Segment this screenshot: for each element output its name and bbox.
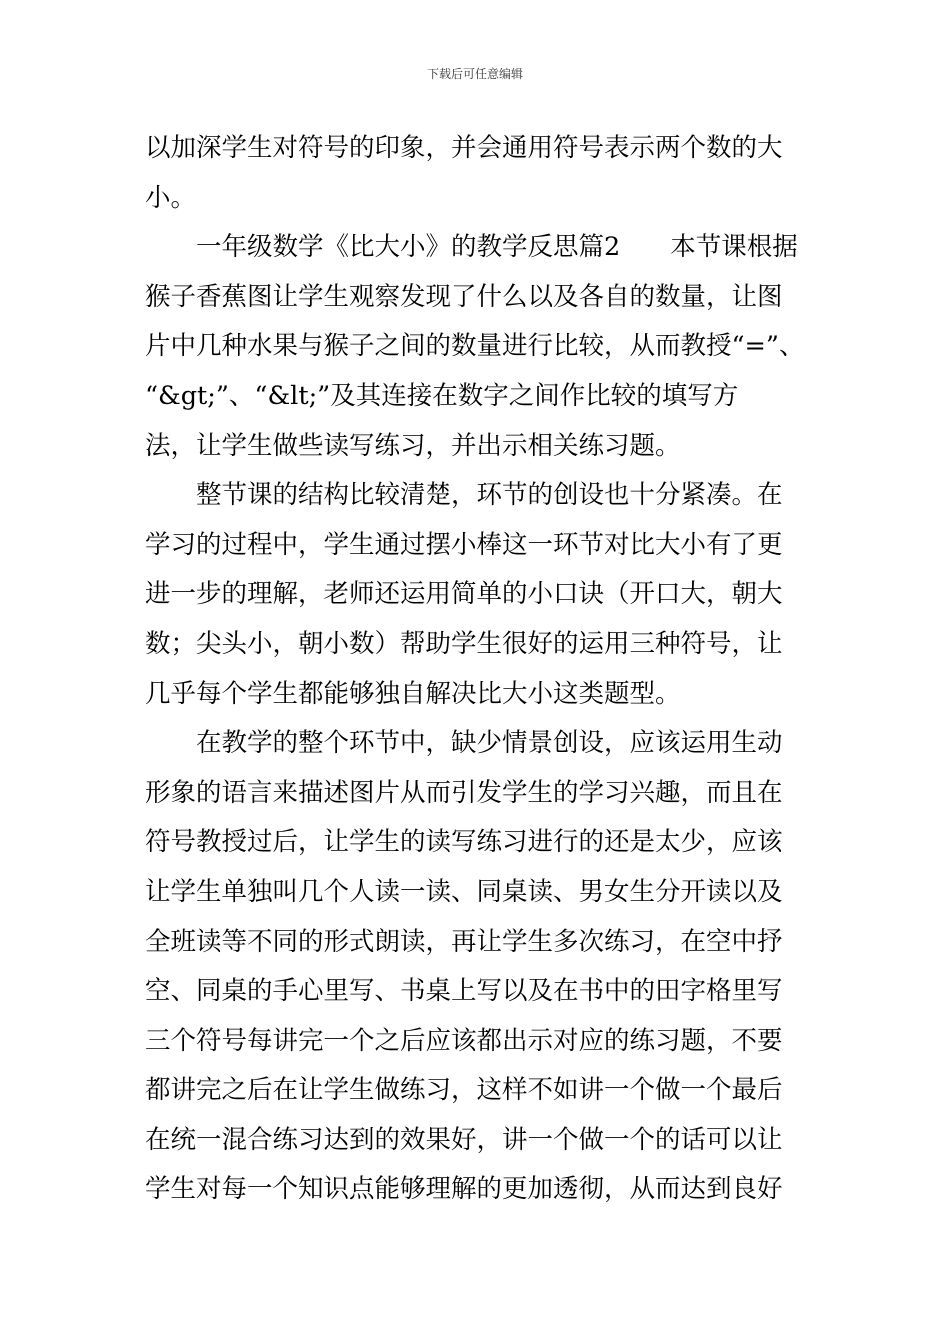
page-header: 下载后可任意编辑 [426, 67, 523, 81]
text-line: 学习的过程中，学生通过摆小棒这一环节对比大小有了更 [145, 529, 783, 560]
text-line: 几乎每个学生都能够独自解决比大小这类题型。 [145, 678, 681, 709]
text-line [145, 223, 805, 273]
text-line: 让学生单独叫几个人读一读、同桌读、男女生分开读以及 [145, 876, 783, 907]
text-line: 以加深学生对符号的印象，并会通用符号表示两个数的大 [145, 133, 783, 163]
text-line: 在教学的整个环节中，缺少情景创设，应该运用生动 [196, 728, 783, 759]
text-line: “&gt;”、“&lt;”及其连接在数字之间作比较的填写方 [145, 380, 739, 411]
text-line: 学生对每一个知识点能够理解的更加透彻，从而达到良好 [145, 1174, 783, 1205]
text-line: 三个符号每讲完一个之后应该都出示对应的练习题，不要 [145, 1025, 783, 1056]
text-line: 在统一混合练习达到的效果好，讲一个做一个的话可以让 [145, 1124, 783, 1155]
text-line: 整节课的结构比较清楚，环节的创设也十分紧凑。在 [196, 480, 783, 511]
text-fragment: 本节课根据 [670, 232, 798, 263]
text-line: 都讲完之后在让学生做练习，这样不如讲一个做一个最后 [145, 1075, 783, 1106]
text-line: 全班读等不同的形式朗读，再让学生多次练习，在空中抒 [145, 926, 783, 957]
text-line: 法，让学生做些读写练习，并出示相关练习题。 [145, 430, 681, 461]
text-line: 小。 [145, 182, 197, 213]
text-line: 进一步的理解，老师还运用简单的小口诀（开口大，朝大 [145, 579, 783, 610]
text-line: 形象的语言来描述图片从而引发学生的学习兴趣，而且在 [145, 777, 783, 808]
document-body [145, 124, 805, 1215]
text-line: 猴子香蕉图让学生观察发现了什么以及各自的数量，让图 [145, 281, 783, 312]
text-line: 空、同桌的手心里写、书桌上写以及在书中的田字格里写 [145, 976, 783, 1007]
text-line: 片中几种水果与猴子之间的数量进行比较，从而教授“=”、 [145, 331, 805, 362]
text-line: 符号教授过后，让学生的读写练习进行的还是太少，应该 [145, 827, 783, 858]
text-line: 数；尖头小，朝小数）帮助学生很好的运用三种符号，让 [145, 628, 783, 659]
section-title: 一年级数学《比大小》的教学反思篇2 [196, 232, 621, 263]
